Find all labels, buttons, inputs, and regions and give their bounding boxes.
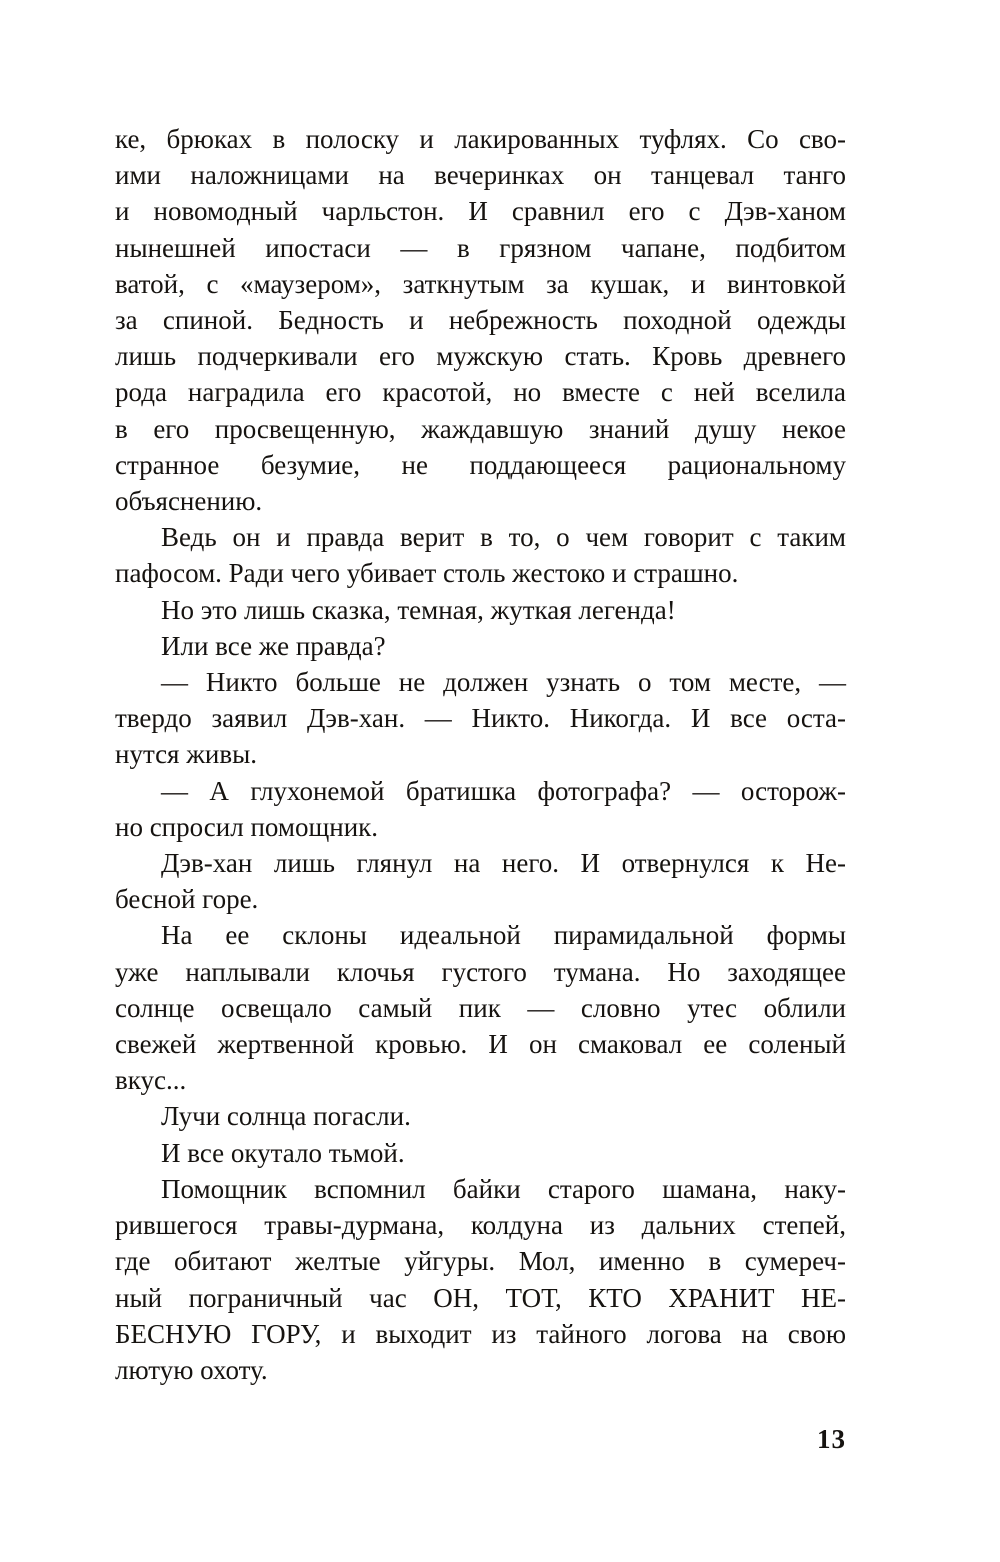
text-line: нынешней ипостаси — в грязном чапане, подбитом (115, 232, 846, 263)
text-line: странное безумие, не поддающееся рациональному (115, 449, 846, 480)
text-line: Дэв-хан лишь глянул на него. И отвернулся к Не- (161, 848, 846, 879)
text-line: и новомодный чарльстон. И сравнил его с Дэв-ханом (115, 196, 846, 227)
text-line: Но это лишь сказка, темная, жуткая легенда! (161, 594, 676, 625)
text-line: ке, брюках в полоску и лакированных туфлях. Со сво- (115, 124, 846, 154)
text-line: рода наградила его красотой, но вместе с ней вселила (115, 377, 846, 408)
text-line: свежей жертвенной кровью. И он смаковал ее соленый (115, 1029, 846, 1060)
page-text (115, 121, 846, 1388)
text-line: за спиной. Бедность и небрежность походной одежды (115, 305, 846, 336)
text-line: Лучи солнца погасли. (161, 1101, 411, 1132)
text-line: ный пограничный час ОН, ТОТ, КТО ХРАНИТ НЕ- (115, 1282, 846, 1313)
text-line: БЕСНУЮ ГОРУ, и выходит из тайного логова на свою (115, 1318, 846, 1349)
text-line: рившегося травы-дурмана, колдуна из дальних степей, (115, 1210, 846, 1241)
text-line: — Никто больше не должен узнать о том месте, — (161, 667, 846, 698)
text-line: ватой, с «маузером», заткнутым за кушак, и винтовкой (115, 268, 846, 299)
text-line: в его просвещенную, жаждавшую знаний душу некое (115, 413, 846, 444)
text-line: На ее склоны идеальной пирамидальной формы (161, 920, 846, 951)
text-line: лишь подчеркивали его мужскую стать. Кровь древнего (115, 341, 846, 372)
text-line: нутся живы. (115, 739, 257, 770)
text-line: где обитают желтые уйгуры. Мол, именно в сумереч- (115, 1246, 846, 1277)
text-line: Помощник вспомнил байки старого шамана, наку- (161, 1173, 846, 1204)
text-line: уже наплывали клочья густого тумана. Но заходящее (115, 956, 846, 987)
text-line: солнце освещало самый пик — словно утес облили (115, 992, 846, 1023)
text-line: твердо заявил Дэв-хан. — Никто. Никогда. И все оста- (115, 703, 846, 734)
text-line: — А глухонемой братишка фотографа? — осторож- (161, 775, 846, 806)
text-line: вкус... (115, 1065, 187, 1096)
text-line: ими наложницами на вечеринках он танцевал танго (115, 160, 846, 191)
text-line: бесной горе. (115, 884, 259, 915)
text-line: Ведь он и правда верит в то, о чем говорит с таким (161, 522, 846, 553)
text-line: но спросил помощник. (115, 811, 379, 842)
text-line: пафосом. Ради чего убивает столь жестоко и страшно. (115, 558, 739, 589)
text-line: объяснению. (115, 486, 263, 517)
text-line: И все окутало тьмой. (161, 1137, 405, 1168)
text-line: лютую охоту. (115, 1354, 268, 1385)
text-line: Или все же правда? (161, 630, 386, 661)
page-number: 13 (817, 1424, 846, 1454)
